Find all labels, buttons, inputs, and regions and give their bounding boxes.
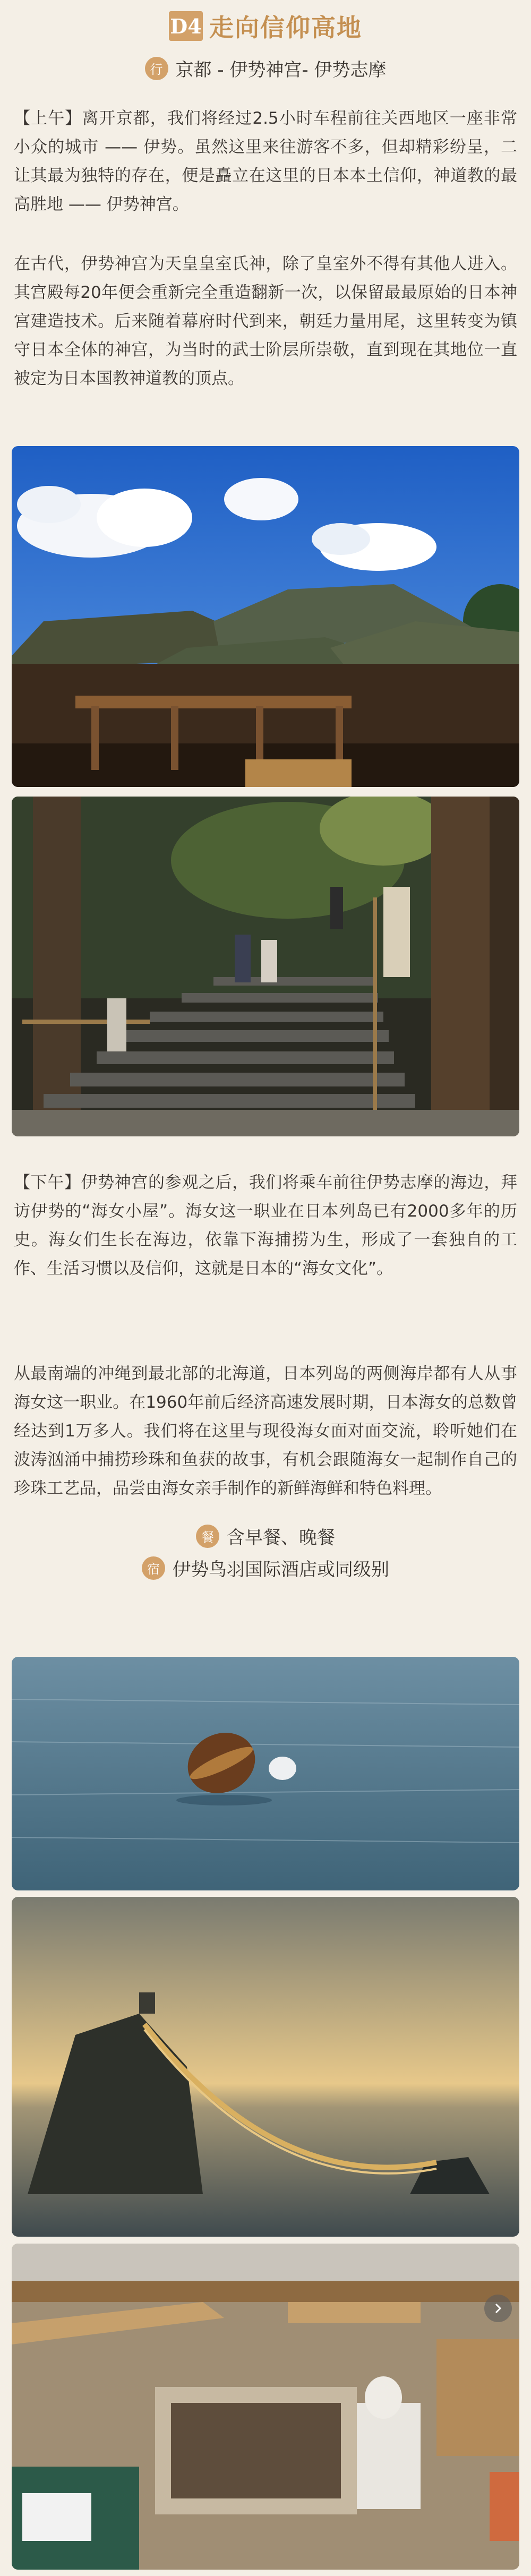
ama-culture-paragraph: 从最南端的冲绳到最北部的北海道，日本列岛的两侧海岸都有人从事海女这一职业。在1960年前后经济高速发展时期，日本海女的总数曾经达到1万多人。我们将在这里与现役海女面对面交流，聆听她们在波涛汹涌中捕捞珍珠和鱼获的故事，有机会跟随海女一起制作自己的珍珠工艺品，品尝由海女亲手制作的新鲜海鲜和特色料理。 xyxy=(14,1364,517,1498)
sea-diver-photo xyxy=(12,1657,519,1890)
route-text: 京都 - 伊势神宫- 伊势志摩 xyxy=(175,59,387,81)
forest-stairs-photo xyxy=(12,797,519,1136)
meal-icon: 餐 xyxy=(196,1525,219,1548)
meals-line xyxy=(0,1523,531,1549)
morning-paragraph: 【上午】离开京都，我们将经过2.5小时车程前往关西地区一座非常小众的城市 —— 伊势。虽然这里来往游客不多，但却精彩纷呈，二让其最为独特的存在，便是矗立在这里的日本本土信仰，神道教的最高胜地 —— 伊势神宫。 xyxy=(14,109,517,214)
hotel-text: 伊势鸟羽国际酒店或同级别 xyxy=(173,1559,389,1580)
route-icon: 行 xyxy=(145,57,168,80)
route-line xyxy=(0,55,531,81)
day-title: 走向信仰高地 xyxy=(209,13,362,42)
hotel-icon: 宿 xyxy=(142,1556,165,1580)
chevron-right-icon xyxy=(492,2303,504,2314)
next-photo-button[interactable] xyxy=(484,2295,512,2322)
ama-hut-photo xyxy=(12,2244,519,2570)
history-paragraph: 在古代，伊势神宫为天皇皇室氏神，除了皇室外不得有其他人进入。其宫殿每20年便会重新完全重造翻新一次，以保留最最原始的日本神宫建造技术。后来随着幕府时代到来，朝廷力量用尾，这里转变为镇守日本全体的神宫，为当时的武士阶层所崇敬，直到现在其地位一直被定为日本国教神道教的顶点。 xyxy=(14,254,517,388)
wedded-rocks-photo xyxy=(12,1897,519,2237)
day-badge: D4 xyxy=(169,11,203,41)
meals-text: 含早餐、晚餐 xyxy=(227,1527,335,1548)
shrine-photo xyxy=(12,446,519,787)
afternoon-paragraph: 【下午】伊势神宫的参观之后，我们将乘车前往伊势志摩的海边，拜访伊势的“海女小屋”。海女这一职业在日本列岛已有2000多年的历史。海女们生长在海边，依靠下海捕捞为生，形成了一套独自的工作、生活习惯以及信仰，这就是日本的“海女文化”。 xyxy=(14,1173,517,1278)
day-header xyxy=(0,7,531,45)
hotel-line xyxy=(0,1555,531,1581)
